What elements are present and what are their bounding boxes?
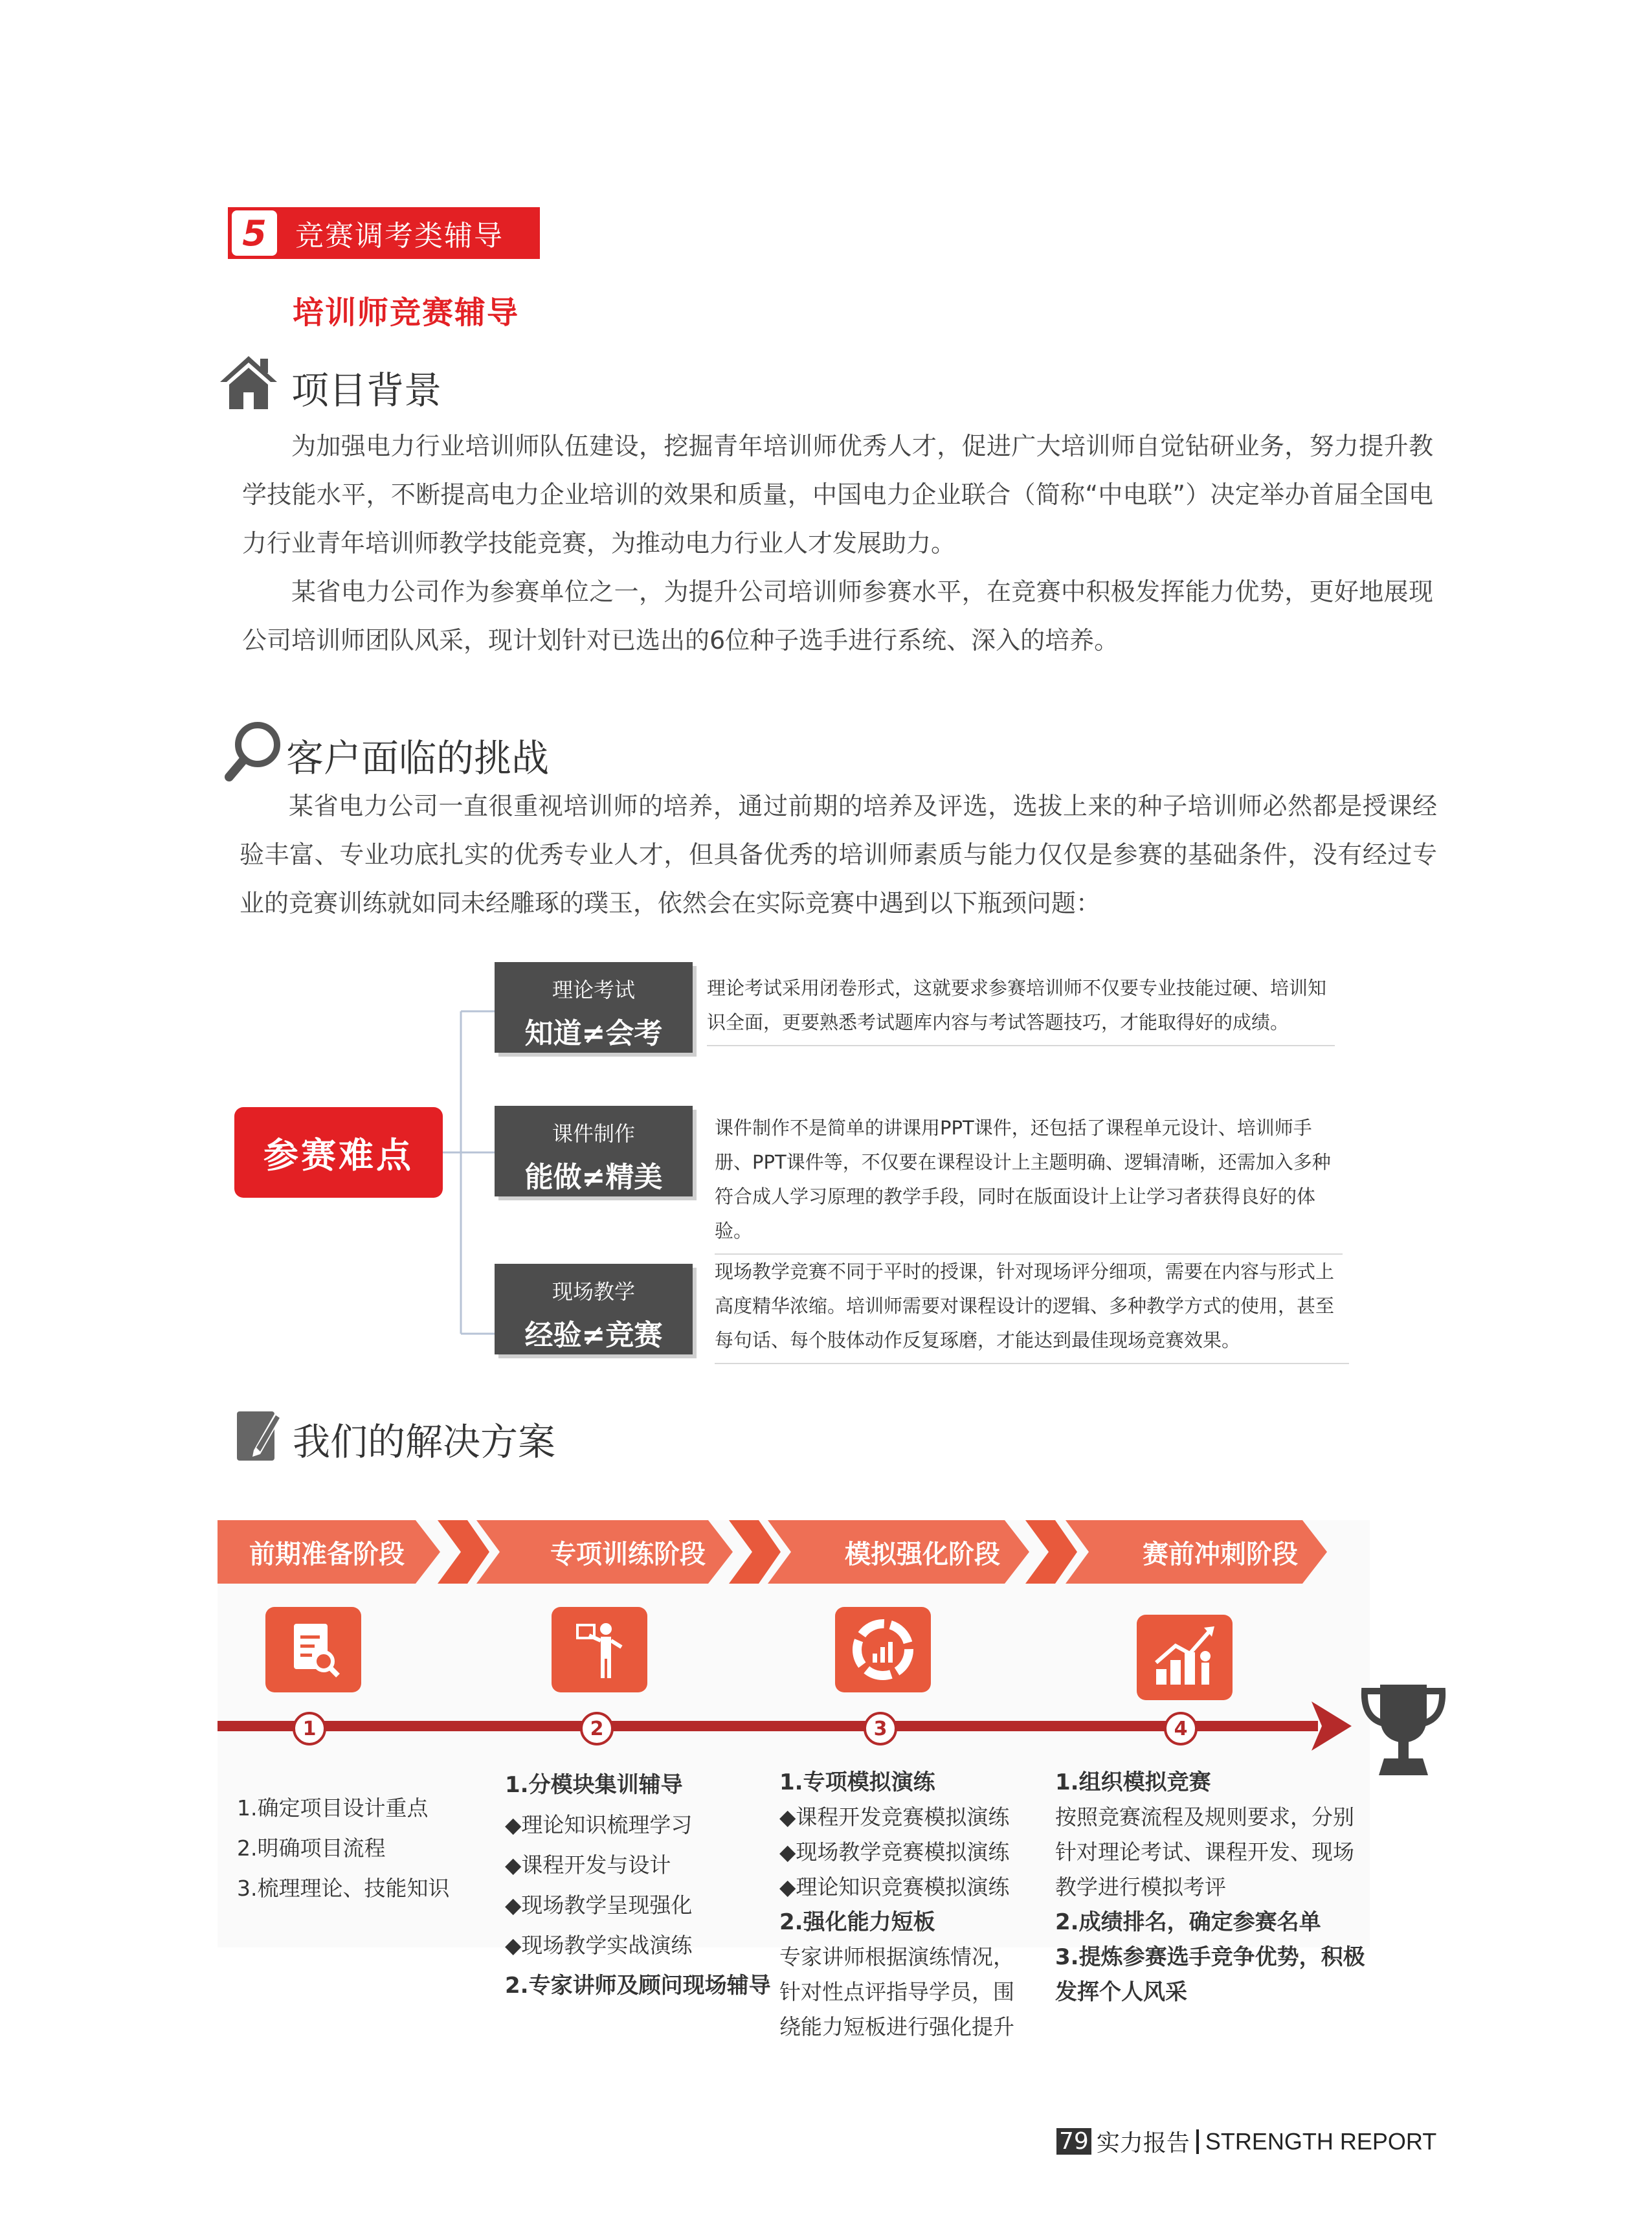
column-4-line: 2.成绩排名，确定参赛名单: [1055, 1909, 1321, 1935]
column-3-line: ◆理论知识竞赛模拟演练: [779, 1874, 1010, 1900]
stage-1: 前期准备阶段: [249, 1539, 405, 1569]
footer-divider: [1196, 2129, 1199, 2154]
column-3-line: 针对性点评指导学员，围: [779, 1979, 1014, 2004]
challenge-label-courseware: [495, 1106, 693, 1196]
challenge-heading: 客户面临的挑战: [286, 736, 550, 780]
diagram-connector: [443, 997, 495, 1347]
column-3-line: 绕能力短板进行强化提升: [779, 2014, 1014, 2039]
challenge-label-name: 课件制作: [552, 1121, 635, 1146]
section-number: 5: [232, 210, 277, 256]
step-2: 2: [580, 1712, 614, 1745]
document-search-icon: [265, 1607, 361, 1692]
column-2: [505, 1765, 777, 2006]
step-1: 1: [293, 1712, 326, 1745]
column-4-line: 发挥个人风采: [1055, 1979, 1187, 2005]
column-2-line: 2.专家讲师及顾问现场辅导: [505, 1973, 771, 1999]
column-2-line: 1.分模块集训辅导: [505, 1772, 683, 1798]
challenge-label-name: 理论考试: [552, 978, 635, 1002]
home-icon: [218, 353, 280, 414]
challenge-desc-courseware: 课件制作不是简单的讲课用PPT课件，还包括了课程单元设计、培训师手册、PPT课件等，不仅要在课程设计上主题明确、逻辑清晰，还需加入多种符合成人学习原理的教学手段，同时在版面设计上让学习者获得良好的体验。: [715, 1111, 1343, 1255]
stage-2: 专项训练阶段: [550, 1539, 706, 1569]
column-4: [1055, 1765, 1379, 2010]
footer-cn: 实力报告: [1096, 2130, 1190, 2157]
step-4: 4: [1164, 1712, 1198, 1745]
difficulty-center: 参赛难点: [234, 1107, 443, 1198]
column-3-line: 1.专项模拟演练: [779, 1769, 935, 1795]
column-2-line: ◆现场教学呈现强化: [505, 1892, 693, 1918]
column-3-line: 专家讲师根据演练情况，: [779, 1944, 1014, 1969]
challenge-label-motto: 知道≠会考: [524, 1017, 663, 1050]
background-heading: 项目背景: [291, 368, 442, 412]
step-3: 3: [864, 1712, 897, 1745]
background-paragraph-1: 为加强电力行业培训师队伍建设，挖掘青年培训师优秀人才，促进广大培训师自觉钻研业务，努力提升教学技能水平，不断提高电力企业培训的效果和质量，中国电力企业联合（简称“中电联”）决定举办首届全国电力行业青年培训师教学技能竞赛，为推动电力行业人才发展助力。: [242, 432, 1433, 557]
pie-chart-icon: [835, 1607, 931, 1692]
column-4-line: 按照竞赛流程及规则要求，分别: [1055, 1804, 1354, 1830]
edit-icon: [234, 1405, 284, 1466]
column-3-line: 2.强化能力短板: [779, 1909, 935, 1935]
column-1-line: 1.确定项目设计重点: [237, 1795, 429, 1821]
challenge-label-theory: [495, 962, 693, 1053]
challenge-desc-theory: 理论考试采用闭卷形式，这就要求参赛培训师不仅要专业技能过硬、培训知识全面，更要熟悉考试题库内容与考试答题技巧，才能取得好的成绩。: [707, 971, 1335, 1046]
column-2-line: ◆理论知识梳理学习: [505, 1812, 693, 1837]
column-4-line: 教学进行模拟考评: [1055, 1874, 1226, 1900]
growth-chart-icon: [1137, 1615, 1233, 1700]
challenge-label-motto: 能做≠精美: [524, 1161, 663, 1194]
column-4-line: 1.组织模拟竞赛: [1055, 1769, 1211, 1795]
page-subtitle: 培训师竞赛辅导: [293, 295, 520, 331]
challenge-label-motto: 经验≠竞赛: [524, 1319, 663, 1352]
stage-3: 模拟强化阶段: [845, 1539, 1000, 1569]
column-4-line: 3.提炼参赛选手竞争优势，积极: [1055, 1944, 1365, 1970]
page-number: 79: [1056, 2128, 1091, 2155]
column-2-line: ◆现场教学实战演练: [505, 1933, 693, 1958]
background-text: [242, 422, 1433, 665]
section-title: 竞赛调考类辅导: [295, 219, 504, 252]
column-1: [237, 1788, 522, 1909]
column-4-line: 针对理论考试、课程开发、现场: [1055, 1839, 1354, 1865]
section-badge: [228, 207, 540, 259]
column-3: [779, 1765, 1051, 2045]
background-paragraph-2: 某省电力公司作为参赛单位之一，为提升公司培训师参赛水平，在竞赛中积极发挥能力优势，更好地展现公司培训师团队风采，现计划针对已选出的6位种子选手进行系统、深入的培养。: [242, 578, 1433, 655]
footer-en: STRENGTH REPORT: [1205, 2127, 1437, 2155]
challenge-desc-teaching: 现场教学竞赛不同于平时的授课，针对现场评分细项，需要在内容与形式上高度精华浓缩。培训师需要对课程设计的逻辑、多种教学方式的使用，甚至每句话、每个肢体动作反复琢磨，才能达到最佳现场竞赛效果。: [715, 1255, 1349, 1364]
page-footer: [1056, 2125, 1436, 2158]
challenge-label-teaching: [495, 1264, 693, 1354]
challenge-paragraph: 某省电力公司一直很重视培训师的培养，通过前期的培养及评选，选拔上来的种子培训师必然都是授课经验丰富、专业功底扎实的优秀专业人才，但具备优秀的培训师素质与能力仅仅是参赛的基础条件，没有经过专业的竞赛训练就如同未经雕琢的璞玉，依然会在实际竞赛中遇到以下瓶颈问题：: [240, 792, 1437, 917]
column-1-line: 2.明确项目流程: [237, 1835, 386, 1861]
stage-4: 赛前冲刺阶段: [1143, 1539, 1298, 1569]
column-2-line: ◆课程开发与设计: [505, 1852, 671, 1878]
column-3-line: ◆现场教学竞赛模拟演练: [779, 1839, 1010, 1865]
search-icon: [224, 720, 282, 785]
column-1-line: 3.梳理理论、技能知识: [237, 1876, 450, 1901]
challenge-label-name: 现场教学: [552, 1279, 635, 1304]
column-3-line: ◆课程开发竞赛模拟演练: [779, 1804, 1010, 1830]
trainer-icon: [552, 1607, 647, 1692]
solution-heading: 我们的解决方案: [293, 1420, 556, 1464]
